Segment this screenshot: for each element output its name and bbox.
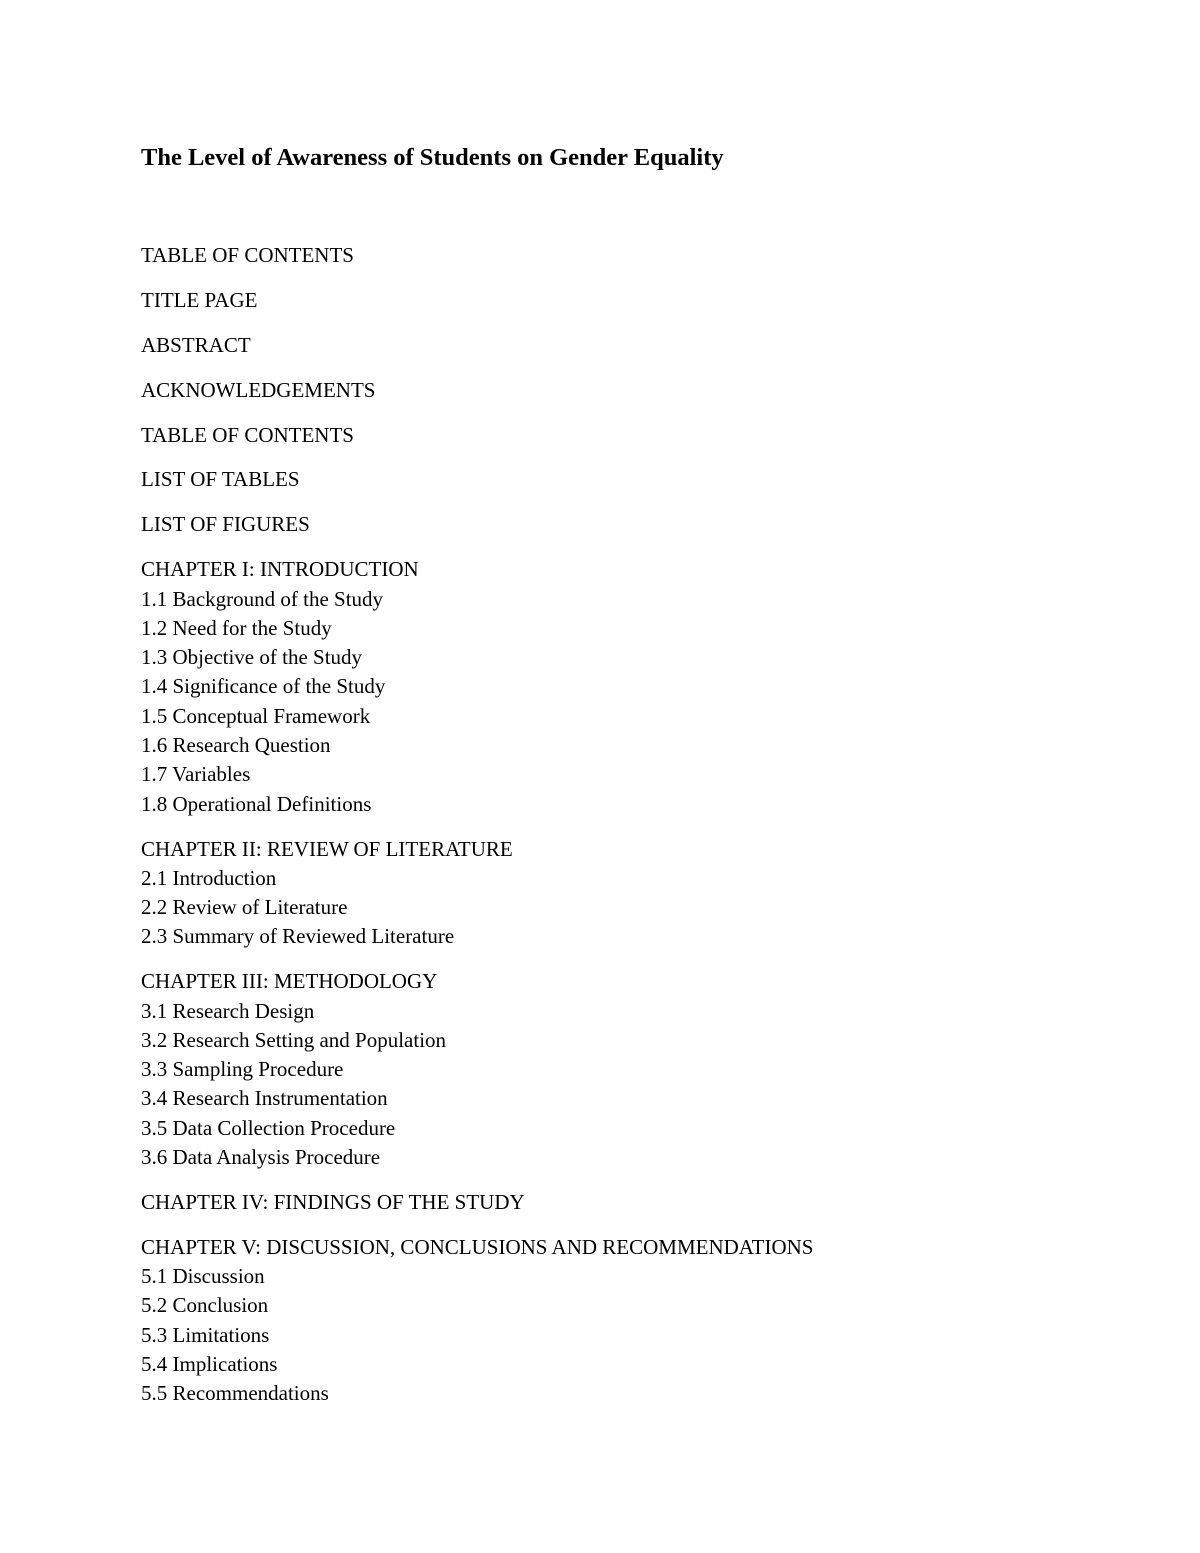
section-entry: 3.4 Research Instrumentation — [141, 1086, 388, 1111]
chapter-block — [141, 1188, 813, 1217]
toc-entry: TABLE OF CONTENTS — [141, 422, 354, 447]
section-entry: 2.1 Introduction — [141, 865, 277, 890]
section-entry: 3.1 Research Design — [141, 998, 315, 1023]
chapter-heading: CHAPTER II: REVIEW OF LITERATURE — [141, 836, 513, 861]
chapter-heading: CHAPTER I: INTRODUCTION — [141, 557, 419, 582]
section-entry: 1.4 Significance of the Study — [141, 674, 386, 699]
front-matter-list — [141, 286, 813, 540]
section-entry: 1.5 Conceptual Framework — [141, 703, 371, 728]
section-entry: 1.7 Variables — [141, 762, 251, 787]
chapter-block — [141, 835, 813, 952]
section-entry: 2.3 Summary of Reviewed Literature — [141, 924, 455, 949]
chapter-block — [141, 967, 813, 1172]
toc-entry: LIST OF TABLES — [141, 467, 300, 492]
section-entry: 3.3 Sampling Procedure — [141, 1057, 344, 1082]
toc-entry: ACKNOWLEDGEMENTS — [141, 377, 376, 402]
chapter-heading: CHAPTER IV: FINDINGS OF THE STUDY — [141, 1189, 525, 1214]
chapter-heading: CHAPTER III: METHODOLOGY — [141, 969, 438, 994]
section-entry: 2.2 Review of Literature — [141, 895, 348, 920]
section-entry: 1.1 Background of the Study — [141, 586, 384, 611]
chapter-block — [141, 555, 813, 819]
table-of-contents — [141, 241, 813, 1424]
section-entry: 3.6 Data Analysis Procedure — [141, 1145, 381, 1170]
section-entry: 1.8 Operational Definitions — [141, 791, 372, 816]
section-entry: 5.3 Limitations — [141, 1322, 270, 1347]
section-entry: 1.6 Research Question — [141, 733, 331, 758]
toc-heading: TABLE OF CONTENTS — [141, 243, 354, 267]
section-entry: 5.2 Conclusion — [141, 1293, 269, 1318]
document-title: The Level of Awareness of Students on Gender Equality — [141, 144, 724, 171]
section-entry: 3.2 Research Setting and Population — [141, 1027, 447, 1052]
toc-entry: LIST OF FIGURES — [141, 512, 310, 537]
section-entry: 5.4 Implications — [141, 1352, 278, 1377]
chapter-list — [141, 555, 813, 1408]
toc-entry: TITLE PAGE — [141, 287, 258, 312]
toc-entry: ABSTRACT — [141, 332, 251, 357]
section-entry: 5.1 Discussion — [141, 1264, 265, 1289]
section-entry: 3.5 Data Collection Procedure — [141, 1115, 396, 1140]
section-entry: 1.2 Need for the Study — [141, 615, 332, 640]
section-entry: 5.5 Recommendations — [141, 1381, 329, 1406]
chapter-heading: CHAPTER V: DISCUSSION, CONCLUSIONS AND RECOMMENDATIONS — [141, 1234, 814, 1259]
chapter-block — [141, 1233, 813, 1409]
section-entry: 1.3 Objective of the Study — [141, 645, 363, 670]
